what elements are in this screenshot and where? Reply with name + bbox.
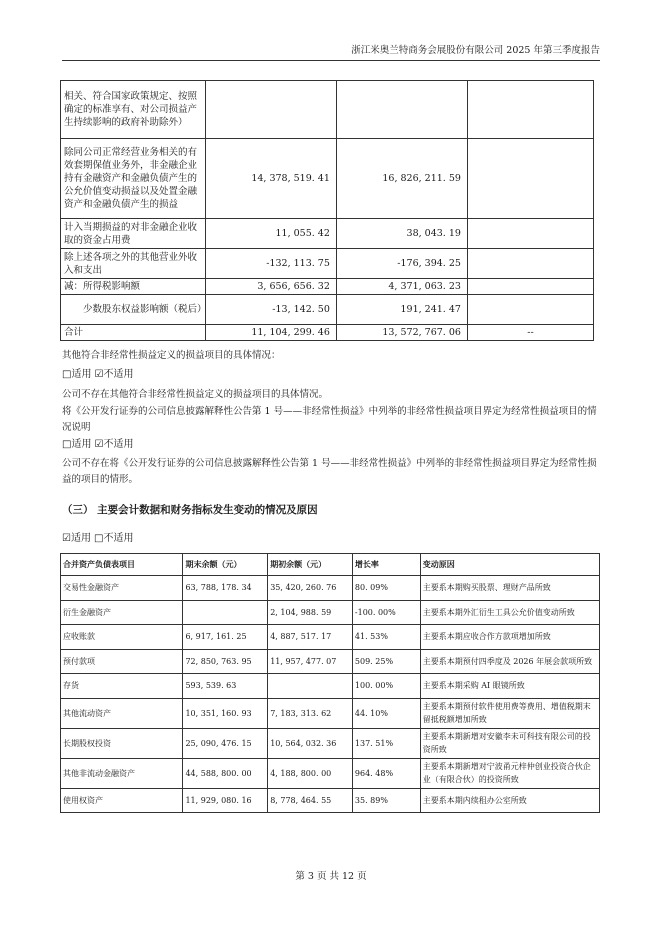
column-header: 变动原因 [420, 554, 599, 576]
ytd-value: -176, 394. 25 [336, 249, 467, 279]
row-label: 计入当期损益的对非金融企业收取的资金占用费 [61, 219, 206, 249]
growth-rate-cell: 137. 51% [352, 728, 420, 758]
growth-rate-cell: -100. 00% [352, 600, 420, 625]
table-row [61, 249, 594, 279]
opening-balance-cell: 10, 564, 032. 36 [268, 728, 353, 758]
current-period-value: 14, 378, 519. 41 [205, 139, 336, 219]
item-cell: 存货 [61, 674, 183, 699]
not-applicable-checkbox: ☑不适用 [94, 369, 134, 380]
column-header: 合并资产负债表项目 [61, 554, 183, 576]
growth-rate-cell: 80. 09% [352, 576, 420, 601]
paragraph: 将《公开发行证券的公司信息披露解释性公告第 1 号——非经常性损益》中列举的非经常性损益项目界定为经常性损益项目的情况说明 [62, 406, 597, 433]
current-period-value: -13, 142. 50 [205, 295, 336, 325]
reason-cell: 主要系本期应收合作方款项增加所致 [420, 625, 599, 650]
closing-balance-cell: 25, 090, 476. 15 [183, 728, 268, 758]
closing-balance-cell: 44, 588, 800. 00 [183, 758, 268, 788]
not-applicable-checkbox: □不适用 [94, 533, 134, 544]
table-row [61, 728, 600, 758]
checkbox-row [62, 367, 602, 383]
table-row [61, 139, 594, 219]
opening-balance-cell: 4, 887, 517. 17 [268, 625, 353, 650]
item-cell: 衍生金融资产 [61, 600, 183, 625]
item-cell: 其他非流动金融资产 [61, 758, 183, 788]
closing-balance-cell: 11, 929, 080. 16 [183, 788, 268, 813]
checkbox-row [62, 437, 602, 453]
applicable-checkbox: ☑适用 [62, 533, 91, 544]
table-row [61, 758, 600, 788]
closing-balance-cell [183, 600, 268, 625]
current-period-value: -132, 113. 75 [205, 249, 336, 279]
current-period-value [205, 81, 336, 139]
note-cell [467, 279, 593, 295]
page-header [62, 44, 600, 61]
current-period-value: 3, 656, 656. 32 [205, 279, 336, 295]
item-cell: 其他流动资产 [61, 698, 183, 728]
column-header: 期末余额（元） [183, 554, 268, 576]
closing-balance-cell: 10, 351, 160. 93 [183, 698, 268, 728]
growth-rate-cell: 509. 25% [352, 649, 420, 674]
row-label: 相关、符合国家政策规定、按照确定的标准享有、对公司损益产生持续影响的政府补助除外） [61, 81, 206, 139]
applicable-checkbox: □适用 [62, 369, 92, 380]
closing-balance-cell: 72, 850, 763. 95 [183, 649, 268, 674]
row-label: 除上述各项之外的其他营业外收入和支出 [61, 249, 206, 279]
table-row-total [61, 325, 594, 341]
note-cell [467, 139, 593, 219]
paragraph: 公司不存在其他符合非经常性损益定义的损益项目的具体情况。 [62, 389, 329, 400]
opening-balance-cell: 7, 183, 313. 62 [268, 698, 353, 728]
table-row [61, 600, 600, 625]
reason-cell: 主要系本期采购 AI 眼镜所致 [420, 674, 599, 699]
growth-rate-cell: 35. 89% [352, 788, 420, 813]
non-recurring-items-table [60, 80, 594, 341]
paragraph: 公司不存在将《公开发行证券的公司信息披露解释性公告第 1 号——非经常性损益》中列举的非经常性损益项目界定为经常性损益的项目的情形。 [62, 458, 597, 485]
section-title: （三） 主要会计数据和财务指标发生变动的情况及原因 [62, 504, 318, 516]
reason-cell: 主要系本期新增对安徽李未可科技有限公司的投资所致 [420, 728, 599, 758]
growth-rate-cell: 100. 00% [352, 674, 420, 699]
table-row [61, 219, 594, 249]
reason-cell: 主要系本期购买股票、理财产品所致 [420, 576, 599, 601]
table-row [61, 649, 600, 674]
item-cell: 长期股权投资 [61, 728, 183, 758]
reason-cell: 主要系本期预付四季度及 2026 年展会款项所致 [420, 649, 599, 674]
item-cell: 交易性金融资产 [61, 576, 183, 601]
item-cell: 使用权资产 [61, 788, 183, 813]
reason-cell: 主要系本期内续租办公室所致 [420, 788, 599, 813]
ytd-value: 13, 572, 767. 06 [336, 325, 467, 341]
checkbox-row [62, 531, 602, 547]
closing-balance-cell: 593, 539. 63 [183, 674, 268, 699]
closing-balance-cell: 63, 788, 178. 34 [183, 576, 268, 601]
table-row [61, 625, 600, 650]
note-cell [467, 249, 593, 279]
opening-balance-cell [268, 674, 353, 699]
opening-balance-cell: 2, 104, 988. 59 [268, 600, 353, 625]
table-row [61, 81, 594, 139]
column-header: 增长率 [352, 554, 420, 576]
table-row [61, 788, 600, 813]
growth-rate-cell: 44. 10% [352, 698, 420, 728]
column-header: 期初余额（元） [268, 554, 353, 576]
growth-rate-cell: 41. 53% [352, 625, 420, 650]
page-footer [0, 868, 662, 882]
ytd-value: 16, 826, 211. 59 [336, 139, 467, 219]
ytd-value [336, 81, 467, 139]
reason-cell: 主要系本期外汇衍生工具公允价值变动所致 [420, 600, 599, 625]
row-label: 少数股东权益影响额（税后） [61, 295, 206, 325]
report-title: 浙江米奥兰特商务会展股份有限公司 2025 年第三季度报告 [351, 45, 600, 56]
row-label: 合计 [61, 325, 206, 341]
table-row [61, 279, 594, 295]
row-label: 除同公司正常经营业务相关的有效套期保值业务外，非金融企业持有金融资产和金融负债产生的公允价值变动损益以及处置金融资产和金融负债产生的损益 [61, 139, 206, 219]
opening-balance-cell: 11, 957, 477. 07 [268, 649, 353, 674]
page-number: 第 3 页 共 12 页 [295, 871, 367, 882]
note-cell [467, 219, 593, 249]
balance-sheet-changes-table [60, 553, 600, 813]
row-label: 减：所得税影响额 [61, 279, 206, 295]
reason-cell: 主要系本期新增对宁波甬元梓仲创业投资合伙企业（有限合伙）的投资所致 [420, 758, 599, 788]
table-row [61, 295, 594, 325]
closing-balance-cell: 6, 917, 161. 25 [183, 625, 268, 650]
table-header-row [61, 554, 600, 576]
ytd-value: 4, 371, 063. 23 [336, 279, 467, 295]
table-row [61, 698, 600, 728]
opening-balance-cell: 4, 188, 800. 00 [268, 758, 353, 788]
not-applicable-checkbox: ☑不适用 [94, 439, 134, 450]
current-period-value: 11, 104, 299. 46 [205, 325, 336, 341]
ytd-value: 191, 241. 47 [336, 295, 467, 325]
growth-rate-cell: 964. 48% [352, 758, 420, 788]
opening-balance-cell: 8, 778, 464. 55 [268, 788, 353, 813]
note-cell [467, 81, 593, 139]
ytd-value: 38, 043. 19 [336, 219, 467, 249]
note-cell [467, 295, 593, 325]
paragraph: 其他符合非经常性损益定义的损益项目的具体情况： [62, 350, 281, 361]
item-cell: 应收账款 [61, 625, 183, 650]
reason-cell: 主要系本期预付软件使用费等费用、增值税期末留抵税额增加所致 [420, 698, 599, 728]
item-cell: 预付款项 [61, 649, 183, 674]
table-row [61, 674, 600, 699]
current-period-value: 11, 055. 42 [205, 219, 336, 249]
table-row [61, 576, 600, 601]
applicable-checkbox: □适用 [62, 439, 92, 450]
opening-balance-cell: 35, 420, 260. 76 [268, 576, 353, 601]
note-cell: -- [467, 325, 593, 341]
